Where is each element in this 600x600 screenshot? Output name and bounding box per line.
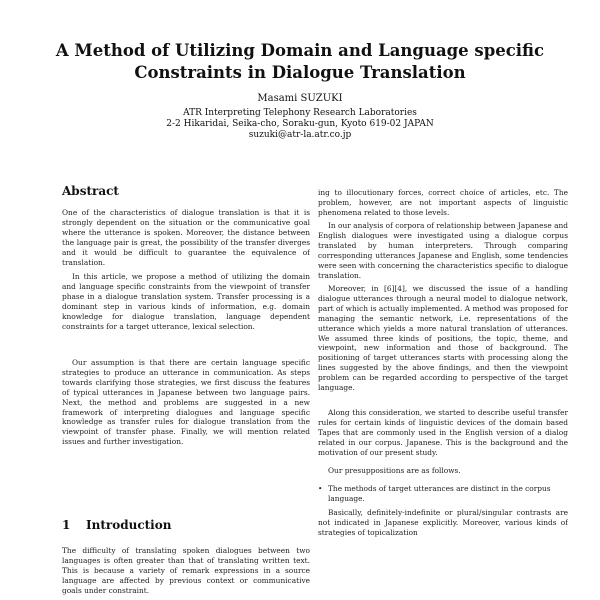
affiliation-email: suzuki@atr-la.atr.co.jp xyxy=(248,130,352,140)
abstract-paragraph-3: Our assumption is that there are certain language specific strategies to produce an utterance in communication. As steps towards clarifying those strategies, we first discuss the features of typical utterances in Japanese between two language pairs. Next, the method and problems are suggested in a new framework of interpreting dialogues and language specific knowledge as transfer rules for dialogue translation from the viewpoint of transfer phase. Finally, we will mention related issues and further investigation. xyxy=(62,358,310,447)
affiliation-line-2: 2-2 Hikaridai, Seika-cho, Soraku-gun, Kyoto 619-02 JAPAN xyxy=(166,119,434,129)
right-paragraph-1: ing to illocutionary forces, correct choice of articles, etc. The problem, however, are not important aspects of linguistic phenomena related to those levels. xyxy=(318,188,568,217)
bullet-item xyxy=(318,484,564,504)
affiliation xyxy=(60,108,540,141)
section-number: 1 xyxy=(62,518,71,532)
title-line-2: Constraints in Dialogue Translation xyxy=(134,63,466,82)
bullet-text: The methods of target utterances are distinct in the corpus language. xyxy=(328,484,551,503)
affiliation-line-1: ATR Interpreting Telephony Research Laboratories xyxy=(183,108,417,118)
section-title: Introduction xyxy=(86,518,172,532)
title-line-1: A Method of Utilizing Domain and Language specific xyxy=(55,41,545,60)
abstract-paragraph-1: One of the characteristics of dialogue translation is that it is strongly dependent on the situation or the communicative goal where the utterance is spoken. Moreover, the distance between the language pair is great, the possibility of the transfer diverges and it would be difficult to guarantee the equivalence of translation. xyxy=(62,208,310,267)
right-paragraph-2: In our analysis of corpora of relationship between Japanese and English dialogues were investigated using a dialogue corpus translated by human interpreters. Through comparing corresponding utterances Japanese and English, some tendencies were seen with concerning the characteristics specific to dialogue translation. xyxy=(318,221,568,280)
paper-title xyxy=(40,40,560,84)
right-paragraph-3: Moreover, in [6][4], we discussed the issue of a handling dialogue utterances through a neural model to dialogue network, part of which is actually implemented. A method was proposed for managing the semantic network, i.e. representations of the utterance which yields a more natural translation of utterances. We assumed three kinds of positions, the topic, theme, and viewpoint, new information and those of background. The positioning of target utterances starts with processing along the lines suggested by the above findings, and then the viewpoint problem can be regarded according to perspective of the target language. xyxy=(318,284,568,393)
abstract-paragraph-2: In this article, we propose a method of utilizing the domain and language specific constraints from the viewpoint of transfer phase in a dialogue translation system. Transfer processing is a dominant step in various kinds of information, e.g. domain knowledge for dialogue translation, language dependent constraints for a target utterance, lexical selection. xyxy=(62,272,310,331)
bullet-icon: • xyxy=(318,484,323,493)
introduction-paragraph-1: The difficulty of translating spoken dialogues between two languages is often greater than that of translating written text. This is because a variety of remark expressions in a source language are affected by previous context or communicative goals under constraint. xyxy=(62,546,310,595)
right-paragraph-4: Along this consideration, we started to describe useful transfer rules for certain kinds of linguistic devices of the domain based Tapes that are commonly used in the English version of a dialog related in our corpus. Japanese. This is the background and the motivation of our present study. xyxy=(318,408,568,457)
right-paragraph-5: Our presuppositions are as follows. xyxy=(328,466,461,475)
introduction-heading xyxy=(62,518,171,532)
right-paragraph-6: Basically, definitely-indefinite or plural/singular contrasts are not indicated in Japanese explicitly. Moreover, various kinds of strategies of topicalization xyxy=(318,508,568,537)
author-name: Masami SUZUKI xyxy=(257,93,343,104)
abstract-heading: Abstract xyxy=(62,184,119,198)
